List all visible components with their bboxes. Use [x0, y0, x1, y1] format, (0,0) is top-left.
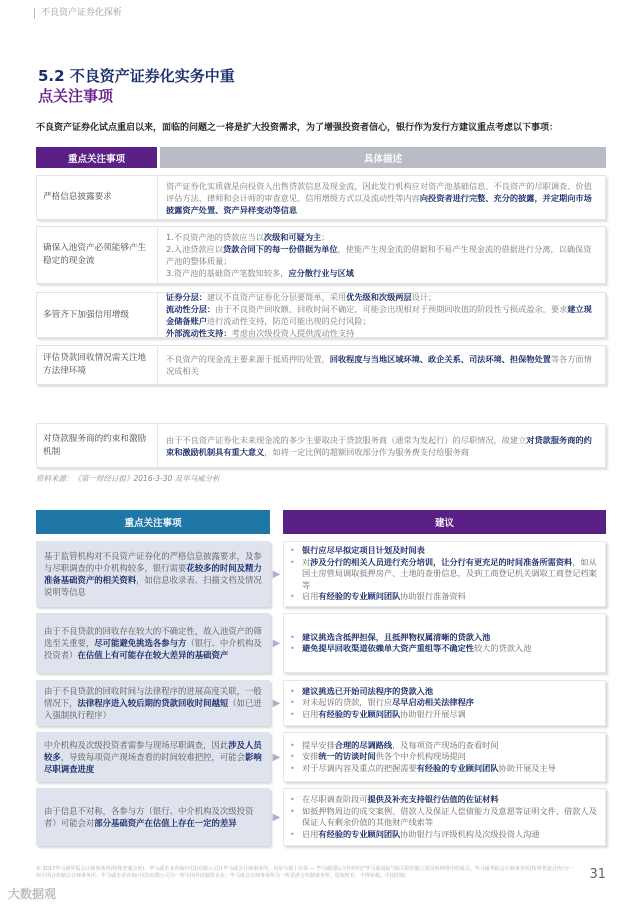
arrow-right-icon: ▶	[272, 751, 281, 763]
body-text: （银行、中介机构及投资者）	[44, 638, 262, 660]
highlight-text: 证券分层：	[166, 292, 207, 302]
desc-paragraph	[166, 180, 597, 216]
table1-header-item: 重点关注事项	[36, 147, 157, 168]
advice-text	[302, 806, 599, 829]
advice-text	[302, 686, 433, 698]
body-text: 提早安排	[302, 739, 335, 750]
issue-text	[44, 625, 262, 661]
highlight-text: 涉及人员较多	[44, 740, 262, 762]
table1-item-cell: 评估贷款回收情况需关注地方法律环境	[37, 346, 158, 384]
advice-bullet	[290, 643, 599, 655]
body-text: 对未起诉的贷款，银行应	[302, 697, 393, 708]
highlight-text: 影响尽职调查进度	[44, 752, 262, 774]
table2-row	[36, 541, 606, 607]
body-text: 由于信息不对称，各参与方（银行、中介机构及次级投资者）可能会对	[44, 806, 254, 828]
highlight-text: 法律程序进入较后期的贷款回收时间越短	[77, 698, 229, 708]
highlight-text: 向投资者进行完整、充分的披露，并定期向市场披露资产处置、资产异样变动等信息	[166, 192, 592, 215]
advice-bullet	[290, 697, 599, 709]
highlight-text: 尽早启动相关法律程序	[392, 697, 474, 708]
desc-paragraph	[166, 353, 597, 377]
bullet-icon: •	[290, 545, 295, 556]
bullet-icon: •	[290, 805, 295, 816]
body-text: 3.资产池的基础资产笔数知较多，	[166, 268, 289, 278]
advice-bullet	[290, 740, 599, 752]
body-text: 进行流动性支持，防范可能出现的兑付风险；	[206, 316, 371, 326]
advice-text	[302, 709, 466, 721]
highlight-text: 花较多的时间及精力准备基础资产的相关资料	[44, 563, 262, 585]
advice-bullet	[290, 632, 599, 644]
running-header: 不良资产证券化探析	[34, 8, 122, 19]
bullet-icon: •	[290, 556, 295, 567]
body-text: 较大的贷款入池	[473, 643, 532, 653]
table2-row	[36, 788, 606, 846]
table1-item-cell: 多管齐下加强信用增级	[37, 293, 158, 337]
body-text: 中介机构及次级投资者需参与现场尽职调查，因此	[44, 740, 229, 750]
advice-bullet	[290, 763, 599, 775]
table2-issue-cell	[36, 541, 270, 607]
table2-issue-cell	[36, 680, 270, 726]
highlight-text: 银行应尽早拟定项目计划及时间表	[302, 545, 425, 556]
body-text: 安排	[302, 751, 319, 762]
highlight-text: 对贷款服务商的约束和激励机制具有重大意义	[166, 434, 592, 457]
advice-text	[302, 751, 466, 763]
highlight-text: 在估值上有可能存在较大差异的基础资产	[77, 650, 229, 660]
table1-row	[36, 175, 606, 220]
table2-issue-cell	[36, 788, 270, 846]
section-title	[38, 66, 235, 106]
section-title-line1: 5.2 不良资产证券化实务中重	[38, 67, 235, 85]
section-title-line2: 点关注事项	[38, 87, 114, 105]
table2-advice-cell	[283, 732, 606, 782]
advice-bullet	[290, 806, 599, 829]
body-text: 启用	[302, 591, 319, 602]
highlight-text: 优先级和次级两层	[346, 292, 412, 302]
highlight-text: 建立现金储备账户	[166, 304, 592, 326]
body-text: 对于尽调内容及重点的把握需要	[302, 762, 417, 773]
advice-bullet	[290, 751, 599, 763]
footer-legal: © 2017毕马威华振会计师事务所(特殊普通合伙)、毕马威企业咨询(中国)有限公司及毕马威会计师事务所，均是与瑞士实体 — 毕马威国际合作组织("毕马威国际")相关联的独立成员所网络中的成员。毕马威华振会计师事务所(特殊普通合伙)为一所中国合伙制会计师事务所；毕马威企业咨询(中国)有限公司为一所中国外商独资企业；毕马威会计师事务所为一所香港合伙制事务所。版权所有，不得转载。中国印制。	[36, 866, 574, 879]
issue-text	[44, 685, 262, 721]
highlight-text: 外部流动性支持：	[166, 328, 232, 338]
table2-header-item: 重点关注事项	[36, 510, 270, 534]
highlight-text: 建议挑选已开始司法程序的贷款入池	[302, 685, 434, 696]
body-text: 等各方面情况成相关	[166, 354, 592, 376]
body-text: 供各个中介机构现场提问	[375, 751, 466, 762]
highlight-text: 次级和可疑为主	[263, 232, 322, 242]
advice-text	[302, 591, 466, 603]
arrow-right-icon: ▶	[272, 697, 281, 709]
bullet-icon: •	[290, 685, 295, 696]
body-text: ，如信息收录表、扫描文档及情况说明等信息	[44, 575, 262, 597]
body-text: 对	[302, 556, 311, 567]
highlight-text: 尽可能避免挑选各参与方	[94, 638, 187, 648]
body-text: 基于监管机构对不良资产证券化的严格信息披露要求，及参与尽职调查的中介机构较多，银行需要	[44, 551, 262, 573]
table1-item-cell: 确保入池资产必须能够产生稳定的现金流	[37, 227, 158, 283]
body-text: 协助开展及主导	[498, 762, 556, 773]
highlight-text: 合理的尽调路线	[334, 739, 393, 750]
table1-row	[36, 345, 606, 385]
highlight-text: 有经验的专业顾问团队	[318, 828, 401, 839]
bullet-icon: •	[290, 794, 295, 804]
body-text: 协助银行准备资料	[400, 591, 466, 602]
advice-bullet	[290, 794, 599, 806]
body-text: 启用	[302, 828, 319, 839]
table2-advice-cell	[283, 788, 606, 846]
body-text: ，如从国土房管局调取抵押房产、土地的查册信息，及到工商登记机关调取工商登记档案等	[302, 556, 597, 590]
advice-bullet	[290, 829, 599, 841]
advice-text	[302, 643, 531, 655]
body-text: 协助银行开展尽调	[400, 708, 466, 719]
body-text: 在尽职调查阶段可	[302, 794, 368, 804]
highlight-text: 有经验的专业顾问团队	[318, 708, 401, 719]
advice-text	[302, 740, 499, 752]
highlight-text: 流动性分层：	[166, 304, 216, 314]
body-text: 由于不良贷款的回收时间与法律程序的进展高度关联，一般情况下，	[44, 686, 262, 708]
issue-text	[44, 805, 262, 829]
table2-advice-cell	[283, 680, 606, 726]
body-text: （如已进入强制执行程序）	[44, 698, 262, 720]
highlight-text: 建议挑选含抵押担保，且抵押物权属清晰的贷款入池	[302, 631, 491, 642]
table2-issue-cell	[36, 732, 270, 782]
highlight-text: 涉及分行的相关人员进行充分培训，让分行有更充足的时间准备所需资料	[310, 556, 573, 567]
advice-text	[302, 829, 539, 841]
body-text: 建议不良资产证券化分层要简单，采用	[206, 292, 347, 302]
source-note: 资料来源：《第一财经日报》2016-3-30 及毕马威分析	[36, 474, 220, 483]
desc-line	[166, 291, 597, 303]
highlight-text: 应分散行业与区域	[288, 268, 354, 278]
table1-item-cell: 严格信息披露要求	[37, 176, 158, 219]
body-text: 1.不良资产池的贷款应当以	[166, 232, 264, 242]
body-text: 协助银行与评级机构及次级投资人沟通	[400, 828, 540, 839]
body-text: ，使能产生现金流的借据和不易产生现金流的借据进行分离，以确保资产池的整体质量；	[166, 244, 592, 266]
body-text: 如抵押物周边的成交案例、借款人及保证人偿债能力及意愿等证明文件、借款人及保证人有剩余价值的其他财产线索等	[302, 805, 597, 827]
table2-row	[36, 732, 606, 782]
advice-bullet	[290, 591, 599, 603]
table1-item-cell: 对贷款服务商的约束和激励机制	[37, 424, 158, 467]
highlight-text: 提供及补充支持银行估值的佐证材料	[367, 794, 499, 804]
page-number: 31	[589, 867, 606, 882]
advice-text	[302, 545, 425, 557]
highlight-text: 避免提早回收渠道依赖单大资产重组等不确定性	[302, 643, 474, 653]
desc-line	[166, 231, 597, 243]
body-text: ，如将一定比例的超额回收部分作为服务费支付给服务商	[264, 446, 469, 457]
table1-desc-cell	[158, 293, 605, 337]
table1-desc-cell	[158, 176, 605, 219]
table2-header-advice: 建议	[283, 510, 606, 534]
bullet-icon: •	[290, 828, 295, 839]
arrow-right-icon: ▶	[272, 637, 281, 649]
table1-desc-cell	[158, 227, 605, 283]
table2-row	[36, 680, 606, 726]
bullet-icon: •	[290, 762, 295, 773]
highlight-text: 有经验的专业顾问团队	[416, 762, 499, 773]
advice-text	[302, 697, 474, 709]
table1-row	[36, 423, 606, 468]
bullet-icon: •	[290, 631, 295, 642]
desc-line	[166, 303, 597, 327]
advice-bullet	[290, 557, 599, 592]
table2-advice-cell	[283, 613, 606, 673]
body-text: 资产证券化实质就是向投资人出售贷款信息及现金流，因此发行机构应对资产池基础信息、不良资产的尽职调查、价值评估方法、律师和会计师的审查意见、信用增级方式以及流动性等内容	[166, 180, 592, 203]
table1-desc-cell	[158, 346, 605, 384]
advice-text	[302, 632, 490, 644]
issue-text	[44, 739, 262, 775]
table1-desc-cell	[158, 424, 605, 467]
table2-issue-cell	[36, 613, 270, 673]
advice-text	[302, 557, 599, 592]
body-text: 由于不良贷款的回收存在较大的不确定性，故入池资产的筛选至关重要，	[44, 626, 262, 648]
table2-advice-cell	[283, 541, 606, 607]
body-text: 由于不良资产回收额、回收时间不确定，可能会出现相对于预期回收值的阶段性亏损或盈余，要求	[215, 304, 568, 314]
bullet-icon: •	[290, 708, 295, 719]
advice-bullet	[290, 686, 599, 698]
body-text: ，导致每项资产现场查看的时间较难把控，可能会	[60, 752, 245, 762]
desc-line	[166, 327, 597, 339]
advice-text	[302, 794, 499, 806]
highlight-text: 有经验的专业顾问团队	[318, 591, 401, 602]
bullet-icon: •	[290, 739, 295, 750]
highlight-text: 部分基础资产在估值上存在一定的差异	[94, 818, 237, 828]
body-text: 2.入池贷款应以	[166, 244, 223, 254]
table1-row	[36, 226, 606, 284]
issue-text	[44, 550, 262, 598]
table2-row	[36, 613, 606, 673]
watermark-logo: 大数据观	[8, 887, 57, 901]
desc-line	[166, 243, 597, 267]
body-text: ；	[321, 232, 330, 242]
body-text: 由于不良资产证券化未来现金流的多少主要取决于贷款服务商（通常为发起行）的尽职情况，故建立	[166, 434, 527, 445]
body-text: 设计；	[411, 292, 437, 302]
arrow-right-icon: ▶	[272, 811, 281, 823]
bullet-icon: •	[290, 751, 295, 762]
highlight-text: 统一的访谈时间	[318, 751, 376, 762]
advice-bullet	[290, 545, 599, 557]
arrow-right-icon: ▶	[272, 568, 281, 580]
desc-paragraph	[166, 434, 597, 458]
highlight-text: 贷款合同下的每一份借据为单位	[222, 244, 338, 254]
bullet-icon: •	[290, 643, 295, 653]
body-text: ，及每项资产现场的查看时间	[392, 739, 499, 750]
bullet-icon: •	[290, 697, 295, 708]
advice-text	[302, 763, 556, 775]
desc-line	[166, 267, 597, 279]
body-text: 启用	[302, 708, 319, 719]
highlight-text: 回收程度与当地区域环境、政企关系、司法环境、担保物处置	[329, 354, 551, 364]
body-text: 考虑由次级投资人提供流动性支持	[231, 328, 355, 338]
bullet-icon: •	[290, 591, 295, 602]
table1-header-desc: 具体描述	[160, 147, 606, 168]
table1-row	[36, 292, 606, 338]
body-text: 不良资产的现金流主要来源于抵质押的处置，	[166, 354, 330, 364]
intro-paragraph: 不良资产证券化试点重启以来，面临的问题之一将是扩大投资需求，为了增强投资者信心，银行作为发行方建议重点考虑以下事项：	[36, 123, 559, 133]
advice-bullet	[290, 709, 599, 721]
